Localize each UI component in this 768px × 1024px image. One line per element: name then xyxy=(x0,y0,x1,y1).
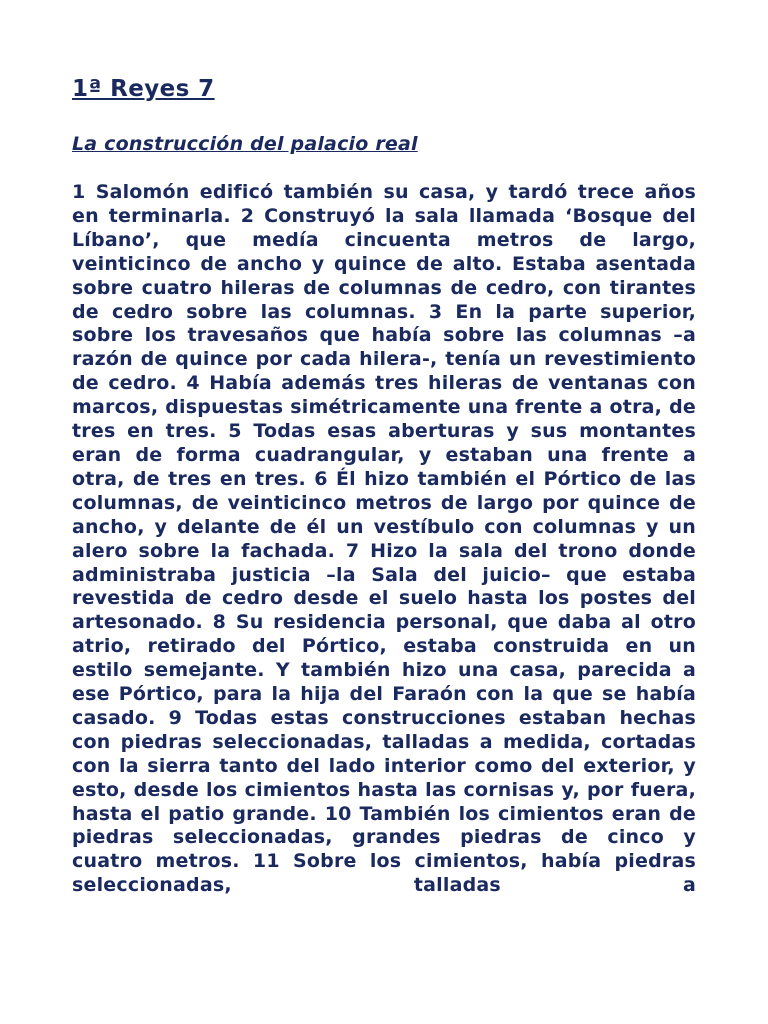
section-title: La construcción del palacio real xyxy=(72,133,418,155)
chapter-title: 1ª Reyes 7 xyxy=(72,76,215,102)
body-paragraph: 1 Salomón edificó también su casa, y tardó trece años en terminarla. 2 Construyó la sala llamada ‘Bosque del Líbano’, que medía cincuenta metros de largo, veinticinco de ancho y quince de alto. Estaba asentada sobre cuatro hileras de columnas de cedro, con tirantes de cedro sobre las columnas. 3 En la parte superior, sobre los travesaños que había sobre las columnas –a razón de quince por cada hilera-, tenía un revestimiento de cedro. 4 Había además tres hileras de ventanas con marcos, dispuestas simétricamente una frente a otra, de tres en tres. 5 Todas esas aberturas y sus montantes eran de forma cuadrangular, y estaban una frente a otra, de tres en tres. 6 Él hizo también el Pórtico de las columnas, de veinticinco metros de largo por quince de ancho, y delante de él un vestíbulo con columnas y un alero sobre la fachada. 7 Hizo la sala del trono donde administraba justicia –la Sala del juicio– que estaba revestida de cedro desde el suelo hasta los postes del artesonado. 8 Su residencia personal, que daba al otro atrio, retirado del Pórtico, estaba construida en un estilo semejante. Y también hizo una casa, parecida a ese Pórtico, para la hija del Faraón con la que se había casado. 9 Todas estas construcciones estaban hechas con piedras seleccionadas, talladas a medida, cortadas con la sierra tanto del lado interior como del exterior, y esto, desde los cimientos hasta las cornisas y, por fuera, hasta el patio grande. 10 También los cimientos eran de piedras seleccionadas, grandes piedras de cinco y cuatro metros. 11 Sobre los cimientos, había piedras seleccionadas, talladas a xyxy=(72,181,696,897)
document-page xyxy=(72,72,696,898)
